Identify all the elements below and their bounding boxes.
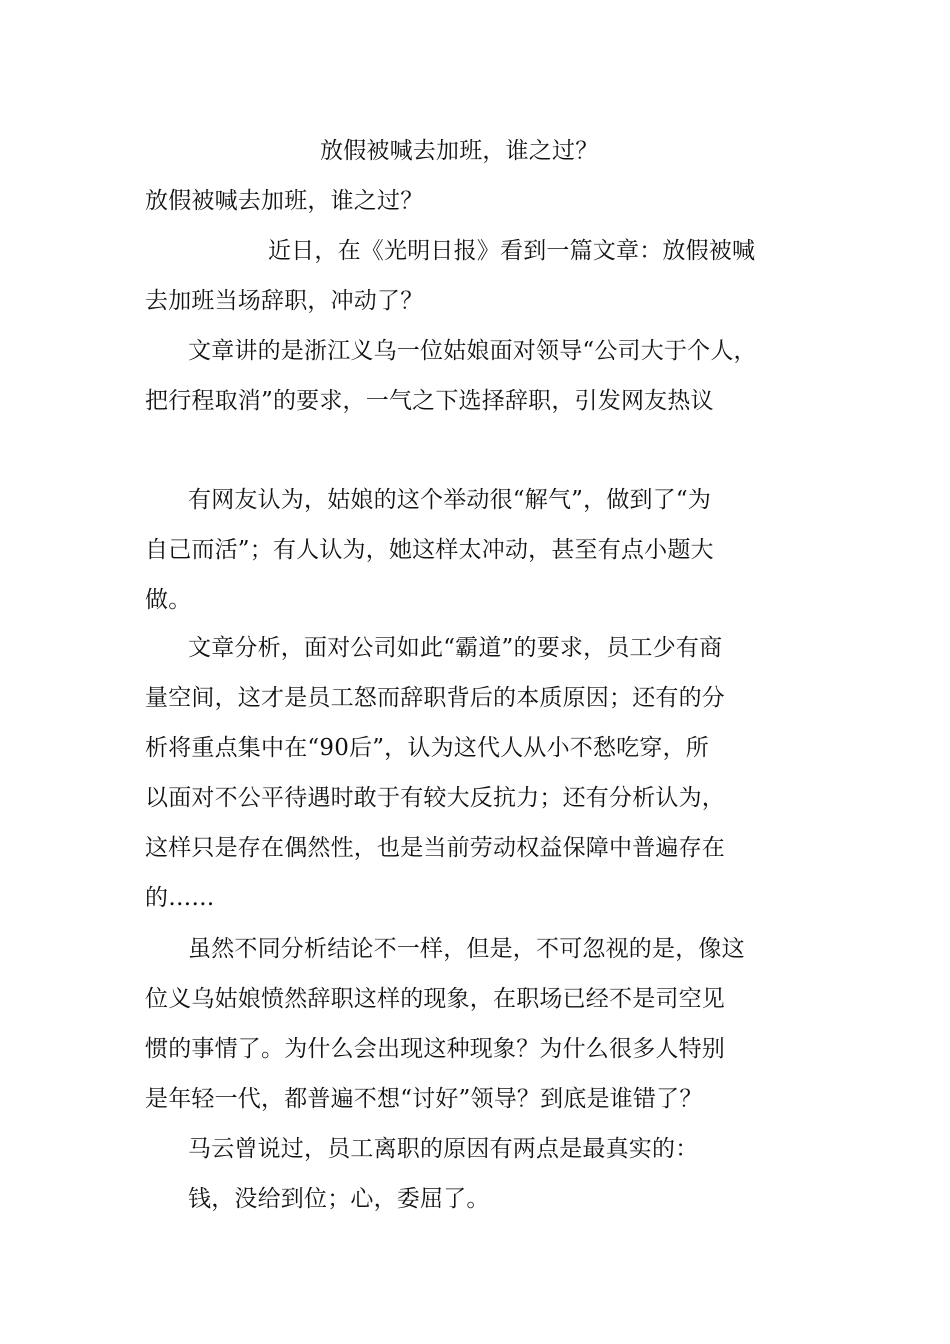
paragraph-line: 钱，没给到位；心，委屈了。 xyxy=(188,1186,490,1212)
paragraph-line: 量空间，这才是员工怒而辞职背后的本质原因；还有的分 xyxy=(145,685,725,711)
paragraph-line: 有网友认为，姑娘的这个举动很“解气”，做到了“为 xyxy=(188,487,712,513)
paragraph-line: 做。 xyxy=(145,587,192,613)
paragraph-line: 位义乌姑娘愤然辞职这样的现象，在职场已经不是司空见 xyxy=(145,986,725,1012)
paragraph-line: 近日，在《光明日报》看到一篇文章：放假被喊 xyxy=(268,238,756,264)
paragraph-line: 文章分析，面对公司如此“霸道”的要求，员工少有商 xyxy=(188,635,723,661)
paragraph-line: 以面对不公平待遇时敢于有较大反抗力；还有分析认为， xyxy=(145,785,725,811)
paragraph-line: 去加班当场辞职，冲动了？ xyxy=(145,288,424,314)
paragraph-line: 马云曾说过，员工离职的原因有两点是最真实的： xyxy=(188,1136,699,1162)
paragraph-line: 这样只是存在偶然性，也是当前劳动权益保障中普遍存在 xyxy=(145,835,725,861)
paragraph-line: 把行程取消”的要求，一气之下选择辞职，引发网友热议 xyxy=(145,388,714,414)
paragraph-line: 是年轻一代，都普遍不想“讨好”领导？到底是谁错了？ xyxy=(145,1086,703,1112)
document-title: 放假被喊去加班，谁之过？ xyxy=(320,138,599,164)
paragraph-line: 放假被喊去加班，谁之过？ xyxy=(145,188,424,214)
paragraph-line: 虽然不同分析结论不一样，但是，不可忽视的是，像这 xyxy=(188,936,745,962)
paragraph-line: 文章讲的是浙江义乌一位姑娘面对领导“公司大于个人， xyxy=(188,338,757,364)
paragraph-line: 惯的事情了。为什么会出现这种现象？为什么很多人特别 xyxy=(145,1036,725,1062)
paragraph-line: 析将重点集中在“90后”，认为这代人从小不愁吃穿，所 xyxy=(145,735,709,761)
paragraph-line: 自己而活”；有人认为，她这样太冲动，甚至有点小题大 xyxy=(145,537,714,563)
paragraph-line: 的…… xyxy=(145,885,215,911)
